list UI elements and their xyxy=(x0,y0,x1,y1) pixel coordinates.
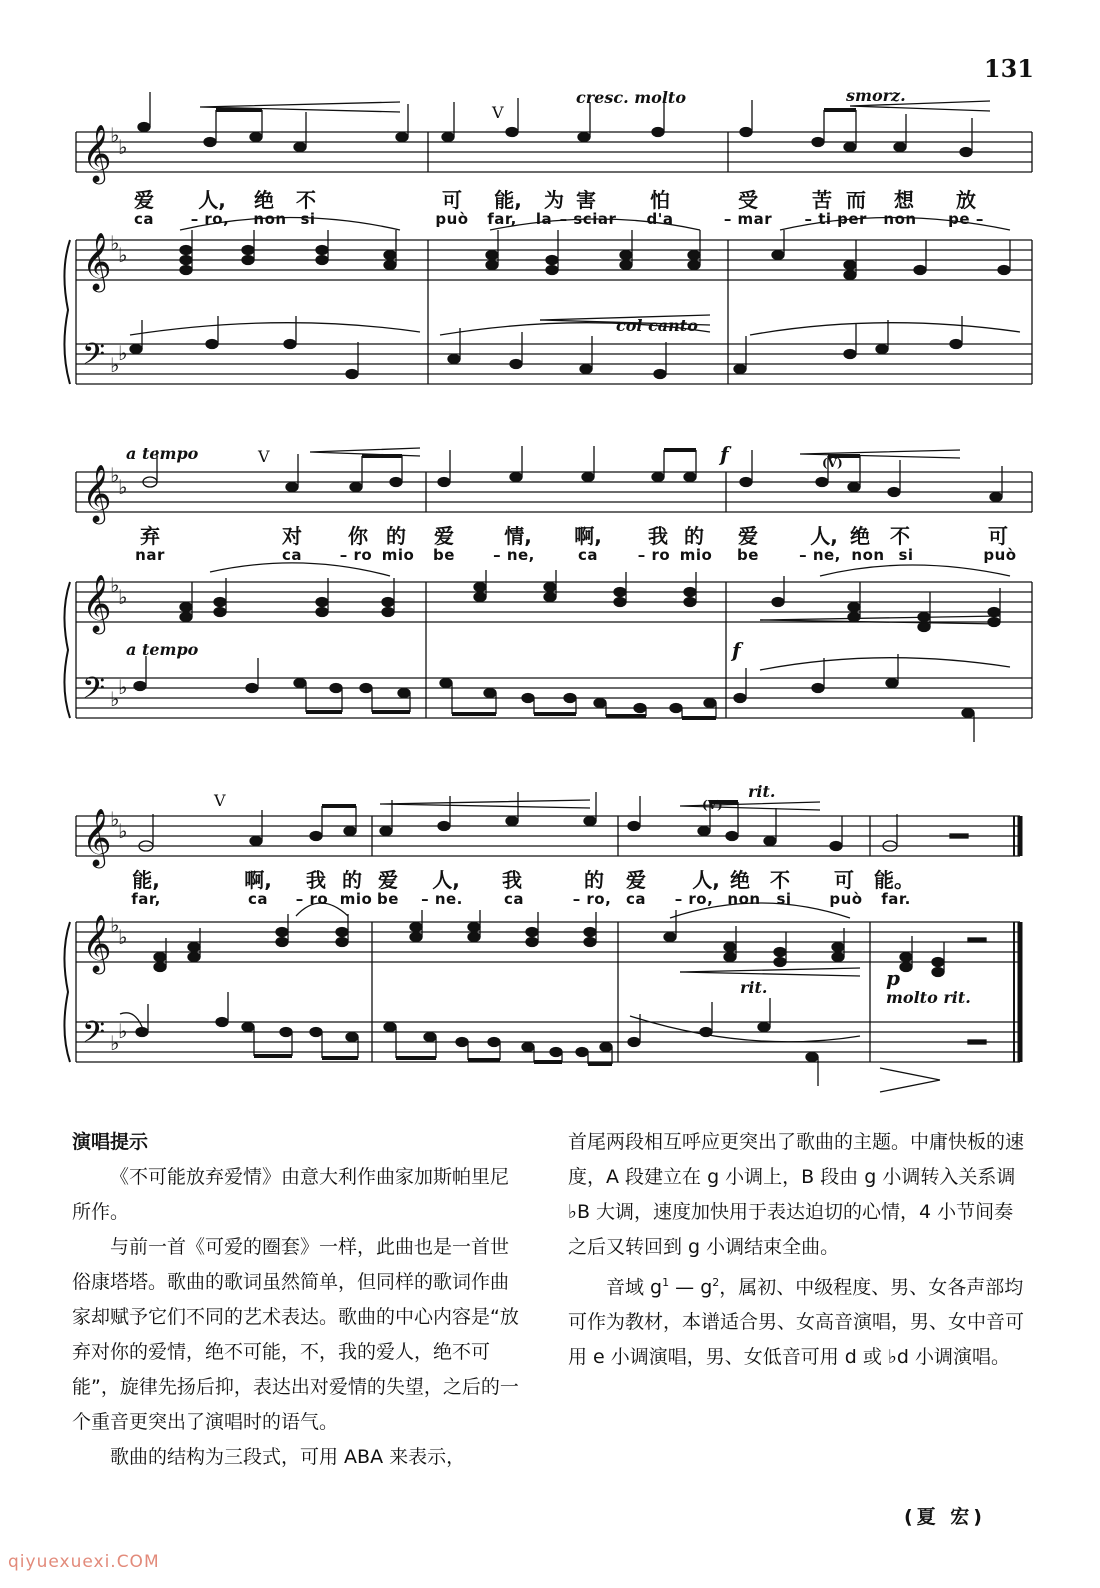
page-number: 131 xyxy=(983,54,1034,83)
flat-icon: ♭ xyxy=(118,135,128,159)
bass-clef-icon: 𝄢 xyxy=(82,338,106,379)
tips-paragraph: 《不可能放弃爱情》由意大利作曲家加斯帕里尼所作。 xyxy=(72,1166,510,1223)
bass-clef-icon: 𝄢 xyxy=(82,672,106,713)
bass-clef-icon: 𝄢 xyxy=(82,1016,106,1057)
score-system-2 xyxy=(60,442,1036,762)
mark-piano-dynamic: p xyxy=(886,966,900,990)
treble-clef-icon: 𝄞 xyxy=(82,808,112,866)
flat-icon: ♭ xyxy=(118,1019,128,1043)
treble-clef-icon: 𝄞 xyxy=(82,232,112,290)
voice-staff xyxy=(76,816,1020,856)
lyrics-italian: far, ca – ro mio be – ne. ca – ro, ca – ro, non si può far. xyxy=(131,890,911,908)
flat-icon: ♭ xyxy=(110,573,120,597)
lyrics-chinese: 能, 啊, 我 的 爱 人, 我 的 爱 人, 绝 不 可 能。 xyxy=(132,868,914,892)
flat-icon: ♭ xyxy=(110,1031,120,1055)
mark-breath-paren: (V) xyxy=(702,798,723,812)
score-system-3 xyxy=(60,782,1036,1112)
flat-icon: ♭ xyxy=(110,687,120,711)
flat-icon: ♭ xyxy=(118,341,128,365)
flat-icon: ♭ xyxy=(110,463,120,487)
flat-icon: ♭ xyxy=(110,231,120,255)
treble-clef-icon: 𝄞 xyxy=(82,914,112,972)
staff-notation xyxy=(60,442,1036,762)
score-system-1 xyxy=(60,80,1036,420)
treble-clef-icon: 𝄞 xyxy=(82,464,112,522)
tips-paragraph-range: 音域 $g^1$ — $g^2$，属初、中级程度、男、女各声部均可作为教材，本谱适合男、女高音演唱，男、女中音可用 e 小调演唱，男、女低音可用 d 或 ♭d 小调演唱。 xyxy=(568,1276,1025,1369)
breath-mark-icon: V xyxy=(214,791,226,810)
mark-forte: f xyxy=(720,442,729,466)
mark-a-tempo-piano: a tempo xyxy=(126,640,199,659)
author-credit: (夏 宏) xyxy=(904,1506,986,1528)
site-watermark: qiyuexuexi.COM xyxy=(8,1552,160,1572)
mark-a-tempo: a tempo xyxy=(126,444,199,463)
flat-icon: ♭ xyxy=(118,819,128,843)
treble-clef-icon: 𝄞 xyxy=(82,574,112,632)
mark-molto-rit: molto rit. xyxy=(886,988,971,1007)
lyrics-chinese: 弃 对 你 的 爱 情, 啊, 我 的 爱 人, 绝 不 可 xyxy=(140,524,1008,548)
lyrics-italian: ca – ro, non si può far, la – sciar d'a – mar – ti per non pe – xyxy=(133,210,984,228)
mark-col-canto: col canto xyxy=(616,316,698,335)
mark-forte-piano: f xyxy=(732,638,741,662)
flat-icon: ♭ xyxy=(118,585,128,609)
piano-lh-staff xyxy=(76,1022,1020,1062)
flat-icon: ♭ xyxy=(110,353,120,377)
tips-left-column xyxy=(72,1125,520,1475)
breath-mark-icon: V xyxy=(258,447,270,466)
voice-staff xyxy=(76,132,1032,172)
tips-paragraph: 歌曲的结构为三段式，可用 ABA 来表示， xyxy=(110,1446,466,1468)
flat-icon: ♭ xyxy=(118,675,128,699)
flat-icon: ♭ xyxy=(118,925,128,949)
flat-icon: ♭ xyxy=(118,475,128,499)
staff-notation xyxy=(60,80,1036,420)
tips-right-column xyxy=(568,1125,1030,1375)
tips-paragraph: 与前一首《可爱的圈套》一样，此曲也是一首世俗康塔塔。歌曲的歌词虽然简单，但同样的歌词作曲家却赋予它们不同的艺术表达。歌曲的中心内容是“放弃对你的爱情，绝不可能，不，我的爱人，绝不可能”，旋律先扬后抑，表达出对爱情的失望，之后的一个重音更突出了演唱时的语气。 xyxy=(72,1236,519,1433)
tips-paragraph: 首尾两段相互呼应更突出了歌曲的主题。中庸快板的速度，A 段建立在 g 小调上，B 段由 g 小调转入关系调 ♭B 大调，速度加快用于表达迫切的心情，4 小节间奏之后又转回到 g 小调结束全曲。 xyxy=(568,1131,1025,1258)
mark-smorz: smorz. xyxy=(846,86,906,105)
piano-lh-staff xyxy=(76,344,1032,384)
piano-rh-staff xyxy=(76,922,1020,962)
breath-mark-icon: V xyxy=(492,103,504,122)
mark-cresc: cresc. molto xyxy=(576,88,686,107)
tips-heading: 演唱提示 xyxy=(72,1131,149,1153)
flat-icon: ♭ xyxy=(110,913,120,937)
flat-icon: ♭ xyxy=(110,807,120,831)
mark-breath-paren: (V) xyxy=(822,456,843,470)
lyrics-chinese: 爱 人, 绝 不 可 能, 为 害 怕 受 苦 而 想 放 xyxy=(134,188,976,212)
flat-icon: ♭ xyxy=(118,243,128,267)
flat-icon: ♭ xyxy=(110,123,120,147)
lyrics-italian: nar ca – ro mio be – ne, ca – ro mio be – ne, non si può xyxy=(135,546,1017,564)
mark-rit-piano: rit. xyxy=(740,978,768,997)
mark-rit-voice: rit. xyxy=(748,782,776,801)
staff-notation xyxy=(60,792,1036,1112)
treble-clef-icon: 𝄞 xyxy=(82,124,112,182)
